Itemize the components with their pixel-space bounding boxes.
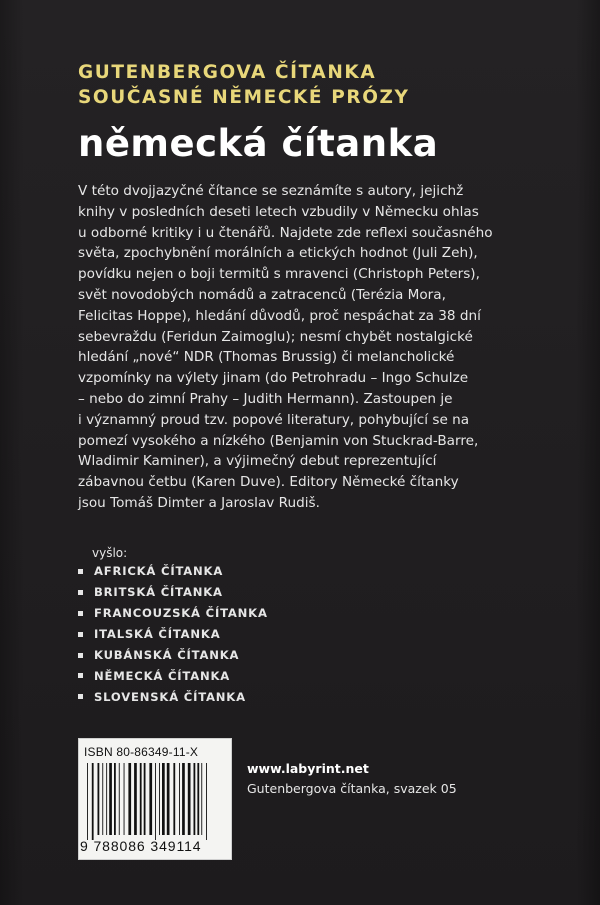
blurb-line: Felicitas Hoppe), hledání důvodů, proč nespáchat za 38 dní [78,307,481,324]
publisher-website: www.labyrint.net [247,761,369,776]
barcode-bar [162,763,165,835]
published-title: ITALSKÁ ČÍTANKA [94,627,221,642]
blurb-line: i významný proud tzv. popové literatury, pohybující se na [78,411,470,428]
barcode-bar [124,763,125,835]
published-title: FRANCOUZSKÁ ČÍTANKA [94,606,268,621]
barcode-bar [188,763,191,835]
blurb-line: pomezí vysokého a nízkého (Benjamin von Stuckrad-Barre, [78,432,479,449]
barcode-bar [92,763,94,840]
barcode-bar [109,763,112,835]
square-bullet-icon [78,611,83,616]
series-volume: Gutenbergova čítanka, svazek 05 [247,781,457,796]
published-title: KUBÁNSKÁ ČÍTANKA [94,648,240,662]
blurb-line: světa, zpochybnění morálních a etických hodnot (Juli Zeh), [78,245,478,262]
published-list [78,561,268,707]
series-heading [78,60,410,110]
barcode-bar [155,763,156,840]
barcode-bar [102,763,103,835]
barcode-bar [149,763,152,835]
blurb-line: hledání „nové“ NDR (Thomas Brussig) či melancholické [78,349,455,366]
barcode-bar [206,763,207,840]
barcode-box [78,738,232,860]
barcode-bar [140,763,142,835]
blurb-line: povídku nejen o boji termitů s mravenci (Christoph Peters), [78,266,480,283]
published-list-item [78,624,268,645]
isbn-number: ISBN 80-86349-11-X [84,745,199,759]
published-title: AFRICKÁ ČÍTANKA [94,564,224,579]
barcode-bar [144,763,146,835]
ean-number: 9 788086 349114 [80,838,202,854]
published-title: NĚMECKÁ ČÍTANKA [94,668,231,683]
book-title: německá čítanka [78,122,439,165]
published-list-item [78,686,268,707]
barcode-bar [197,763,199,835]
blurb-line: V této dvojjazyčné čítance se seznámíte s autory, jejichž [78,183,464,199]
published-title: SLOVENSKÁ ČÍTANKA [94,689,246,704]
barcode-bar [119,763,120,835]
series-line-2: SOUČASNÉ NĚMECKÉ PRÓZY [78,87,410,108]
square-bullet-icon [78,569,83,574]
square-bullet-icon [78,590,83,595]
square-bullet-icon [78,673,83,678]
series-line-1: GUTENBERGOVA ČÍTANKA [78,62,377,83]
blurb-line: vzpomínky na výlety jinam (do Petrohradu – Ingo Schulze [78,370,469,387]
blurb-line: Wladimir Kaminer), a výjimečný debut reprezentující [78,453,437,470]
barcode-bar [194,763,196,835]
barcode-bar [179,763,180,835]
blurb-text [78,181,518,514]
barcode-bar [87,763,88,840]
blurb-line: u odborné kritiky i u čtenářů. Najdete zde reflexi současného [78,224,493,241]
published-list-item [78,561,268,582]
barcode-bar [173,763,175,835]
published-list-item [78,603,268,624]
barcode-bar [201,763,202,835]
barcode-bar [182,763,185,835]
barcode-bar [159,763,160,835]
blurb-line: knihy v posledních deseti letech vzbudily v Německu ohlas [78,203,479,220]
square-bullet-icon [78,694,83,699]
square-bullet-icon [78,632,83,637]
barcode-bar [128,763,131,835]
published-title: BRITSKÁ ČÍTANKA [94,585,223,600]
published-list-item [78,582,268,603]
blurb-line: zábavnou četbu (Karen Duve). Editory Německé čítanky [78,474,459,491]
barcode-bars [85,763,225,840]
barcode-bar [106,763,107,835]
blurb-line: jsou Tomáš Dimter a Jaroslav Rudiš. [78,494,320,511]
published-list-item [78,665,268,686]
barcode-bar [134,763,137,835]
blurb-line: sebevraždu (Feridun Zaimoglu); nesmí chybět nostalgické [78,328,473,345]
blurb-line: – nebo do zimní Prahy – Judith Hermann). Zastoupen je [78,390,453,407]
published-label: vyšlo: [92,546,128,560]
barcode-bar [98,763,100,835]
blurb-line: svět novodobých nomádů a zatracenců (Terézia Mora, [78,286,446,303]
barcode-bar [114,763,116,835]
barcode-bar [167,763,170,835]
square-bullet-icon [78,653,83,658]
published-list-item [78,645,268,666]
